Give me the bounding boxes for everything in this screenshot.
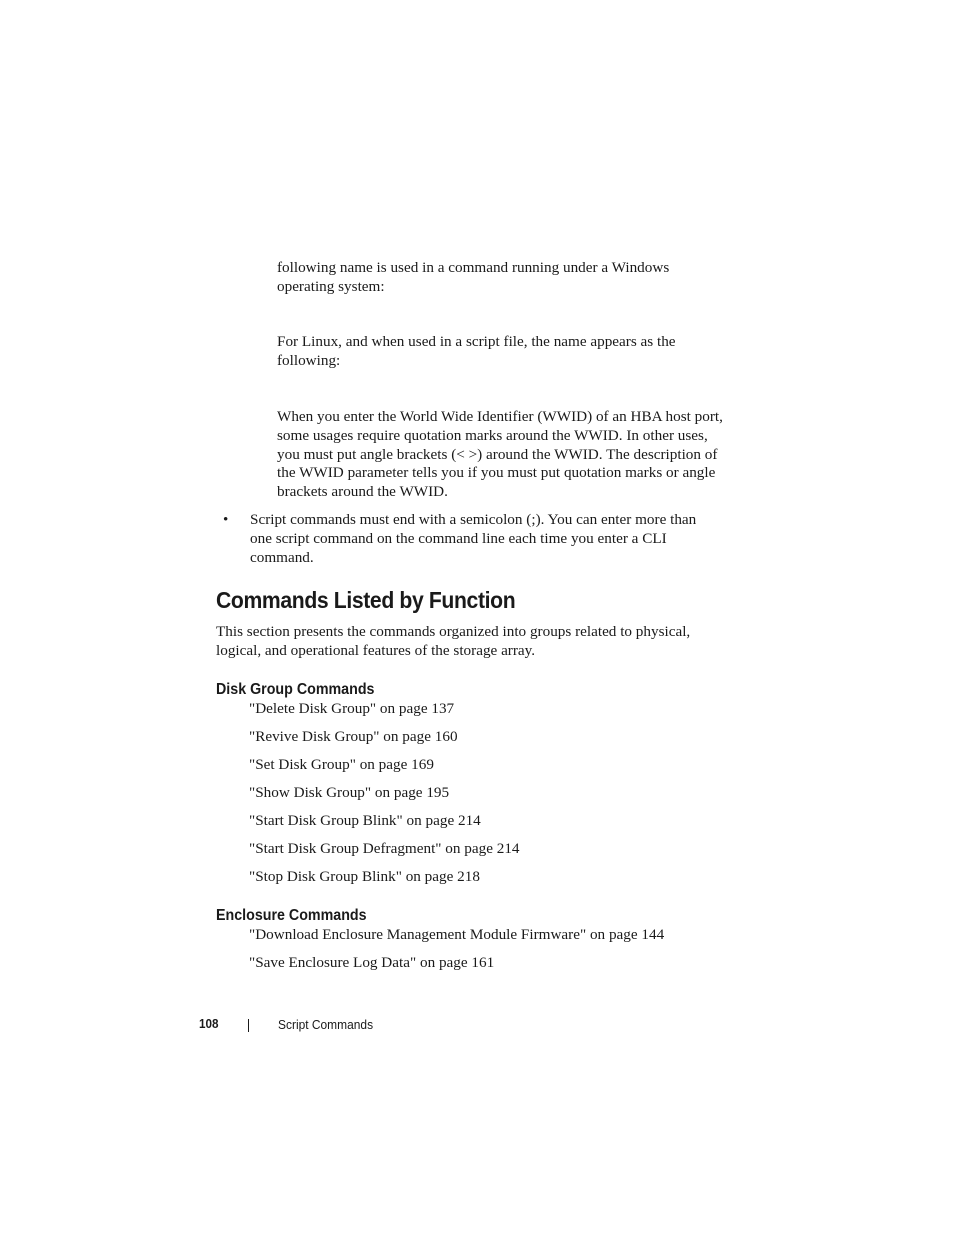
disk-group-heading: Disk Group Commands	[216, 681, 375, 698]
page-number: 108	[199, 1016, 219, 1031]
cross-reference-link[interactable]: "Start Disk Group Defragment" on page 214	[249, 840, 520, 857]
footer-chapter-title: Script Commands	[278, 1017, 374, 1032]
enclosure-heading: Enclosure Commands	[216, 907, 367, 924]
enclosure-command-list	[249, 926, 664, 982]
cross-reference-link[interactable]: "Set Disk Group" on page 169	[249, 756, 434, 773]
disk-group-command-list	[249, 700, 520, 896]
cross-reference-link[interactable]: "Save Enclosure Log Data" on page 161	[249, 954, 495, 971]
cross-reference-link[interactable]: "Start Disk Group Blink" on page 214	[249, 812, 481, 829]
paragraph-wwid: When you enter the World Wide Identifier (WWID) of an HBA host port, some usages require quotation marks around the WWID. In other uses, you must put angle brackets (< >) around the WWID. The description of the WWID parameter tells you if you must put quotation marks or angle brackets around the WWID.	[277, 408, 723, 501]
paragraph-linux-name: For Linux, and when used in a script file, the name appears as the following:	[277, 333, 676, 369]
cross-reference-link[interactable]: "Download Enclosure Management Module Firmware" on page 144	[249, 926, 665, 943]
cross-reference-link[interactable]: "Stop Disk Group Blink" on page 218	[249, 868, 480, 885]
section-title: Commands Listed by Function	[216, 587, 516, 613]
section-intro: This section presents the commands organized into groups related to physical, logical, and operational features of the storage array.	[216, 623, 691, 659]
cross-reference-link[interactable]: "Revive Disk Group" on page 160	[249, 728, 458, 745]
page-footer	[0, 1015, 954, 1035]
footer-separator	[248, 1019, 249, 1032]
cross-reference-link[interactable]: "Show Disk Group" on page 195	[249, 784, 450, 801]
bullet-text: Script commands must end with a semicolon (;). You can enter more than one script command on the command line each time you enter a CLI command.	[250, 511, 697, 566]
cross-reference-link[interactable]: "Delete Disk Group" on page 137	[249, 700, 455, 717]
paragraph-windows-name: following name is used in a command running under a Windows operating system:	[277, 259, 670, 295]
bullet-marker: •	[223, 511, 229, 528]
